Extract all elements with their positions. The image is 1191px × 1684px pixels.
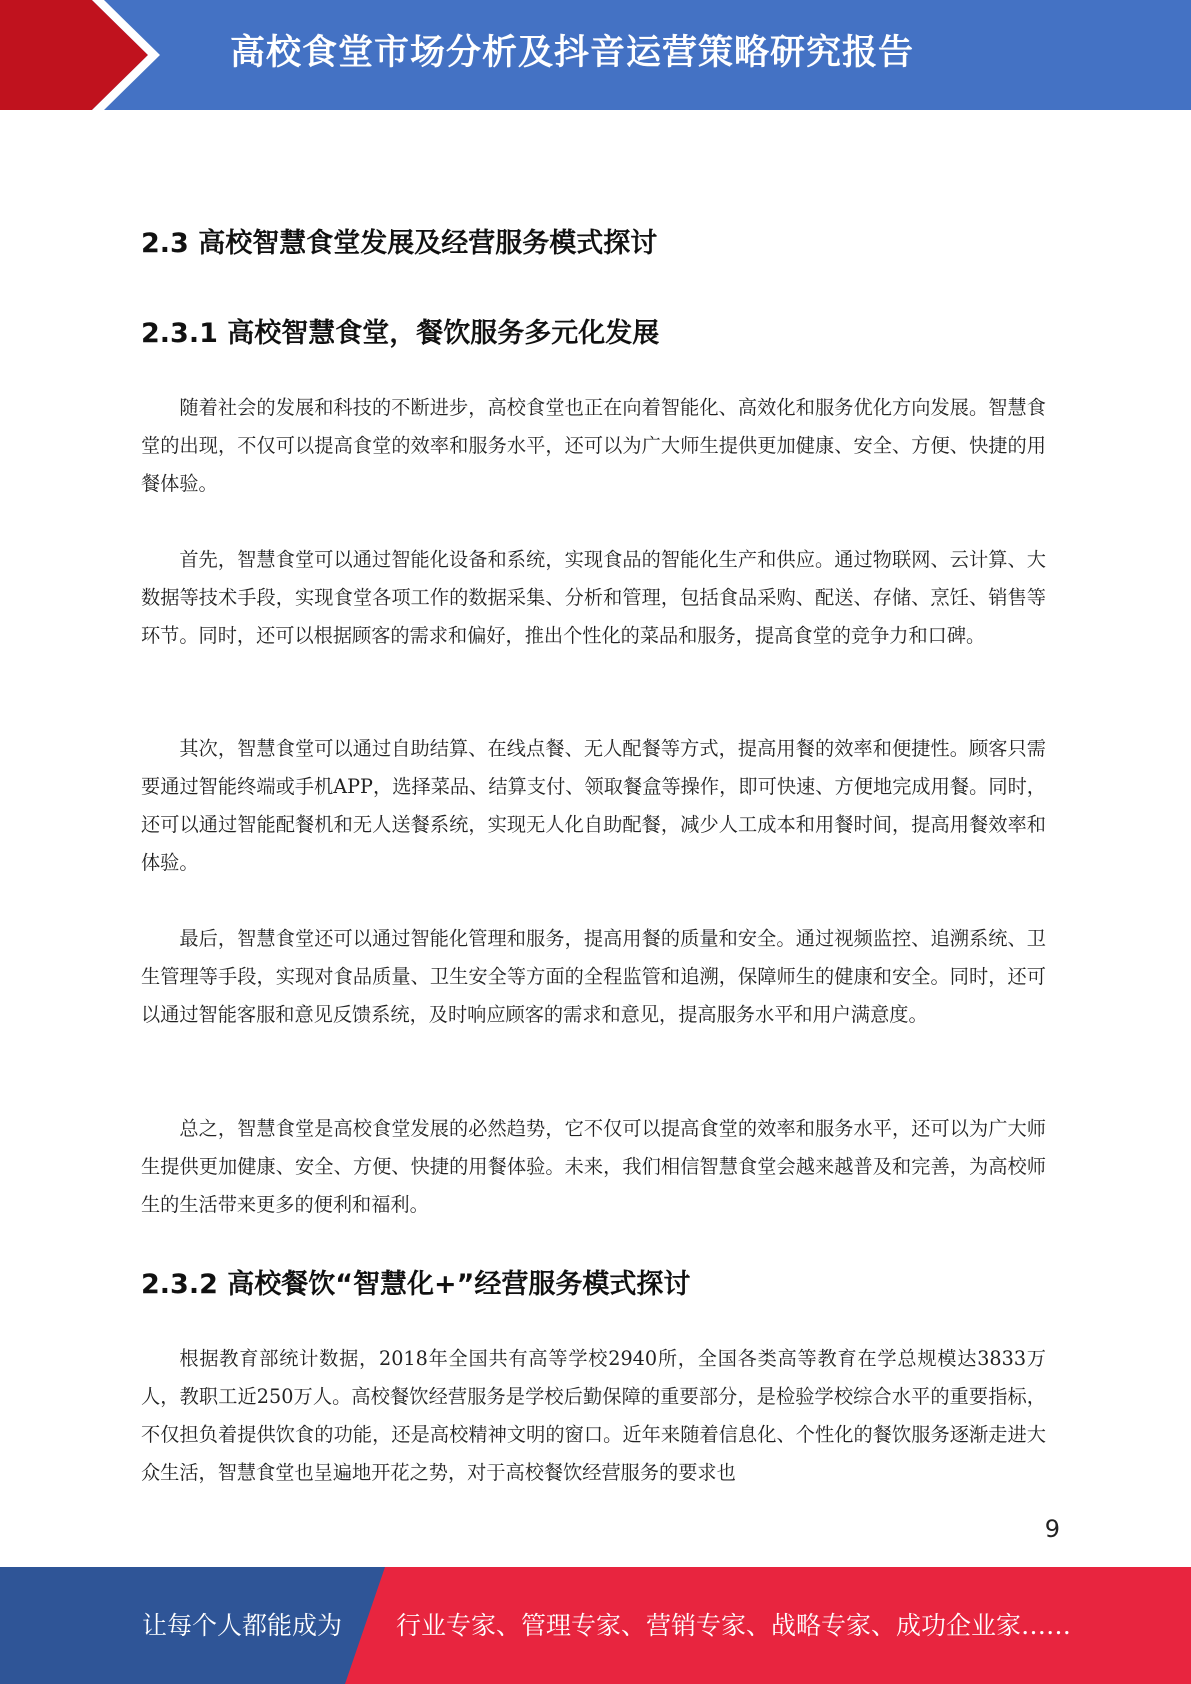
paragraph: 首先，智慧食堂可以通过智能化设备和系统，实现食品的智能化生产和供应。通过物联网、云计算、大数据等技术手段，实现食堂各项工作的数据采集、分析和管理，包括食品采购、配送、存储、烹饪、销售等环节。同时，还可以根据顾客的需求和偏好，推出个性化的菜品和服务，提高食堂的竞争力和口碑。 [141, 548, 1046, 647]
paragraph: 总之，智慧食堂是高校食堂发展的必然趋势，它不仅可以提高食堂的效率和服务水平，还可以为广大师生提供更加健康、安全、方便、快捷的用餐体验。未来，我们相信智慧食堂会越来越普及和完善，为高校师生的生活带来更多的便利和福利。 [141, 1117, 1046, 1216]
page-number: 9 [1044, 1515, 1060, 1543]
paragraph: 随着社会的发展和科技的不断进步，高校食堂也正在向着智能化、高效化和服务优化方向发展。智慧食堂的出现，不仅可以提高食堂的效率和服务水平，还可以为广大师生提供更加健康、安全、方便、快捷的用餐体验。 [141, 396, 1046, 495]
page-footer [0, 1567, 1191, 1684]
page-header [0, 0, 1191, 110]
paragraph: 最后，智慧食堂还可以通过智能化管理和服务，提高用餐的质量和安全。通过视频监控、追溯系统、卫生管理等手段，实现对食品质量、卫生安全等方面的全程监管和追溯，保障师生的健康和安全。同时，还可以通过智能客服和意见反馈系统，及时响应顾客的需求和意见，提高服务水平和用户满意度。 [141, 927, 1046, 1026]
section-2-3-2-heading: 2.3.2 高校餐饮“智慧化+”经营服务模式探讨 [141, 1269, 691, 1300]
header-red-chevron [0, 0, 240, 110]
section-2-3-heading: 2.3 高校智慧食堂发展及经营服务模式探讨 [141, 228, 658, 259]
footer-slogan-right: 行业专家、管理专家、营销专家、战略专家、成功企业家…… [396, 1611, 1072, 1640]
paragraph: 其次，智慧食堂可以通过自助结算、在线点餐、无人配餐等方式，提高用餐的效率和便捷性。顾客只需要通过智能终端或手机APP，选择菜品、结算支付、领取餐盒等操作，即可快速、方便地完成用餐。同时，还可以通过智能配餐机和无人送餐系统，实现无人化自助配餐，减少人工成本和用餐时间，提高用餐效率和体验。 [141, 737, 1046, 874]
paragraph: 根据教育部统计数据，2018年全国共有高等学校2940所，全国各类高等教育在学总规模达3833万人，教职工近250万人。高校餐饮经营服务是学校后勤保障的重要部分，是检验学校综合水平的重要指标，不仅担负着提供饮食的功能，还是高校精神文明的窗口。近年来随着信息化、个性化的餐饮服务逐渐走进大众生活，智慧食堂也呈遍地开花之势，对于高校餐饮经营服务的要求也 [141, 1347, 1046, 1484]
section-2-3-1-heading: 2.3.1 高校智慧食堂，餐饮服务多元化发展 [141, 318, 660, 349]
report-title: 高校食堂市场分析及抖音运营策略研究报告 [230, 33, 915, 73]
footer-slogan-left: 让每个人都能成为 [142, 1611, 343, 1640]
